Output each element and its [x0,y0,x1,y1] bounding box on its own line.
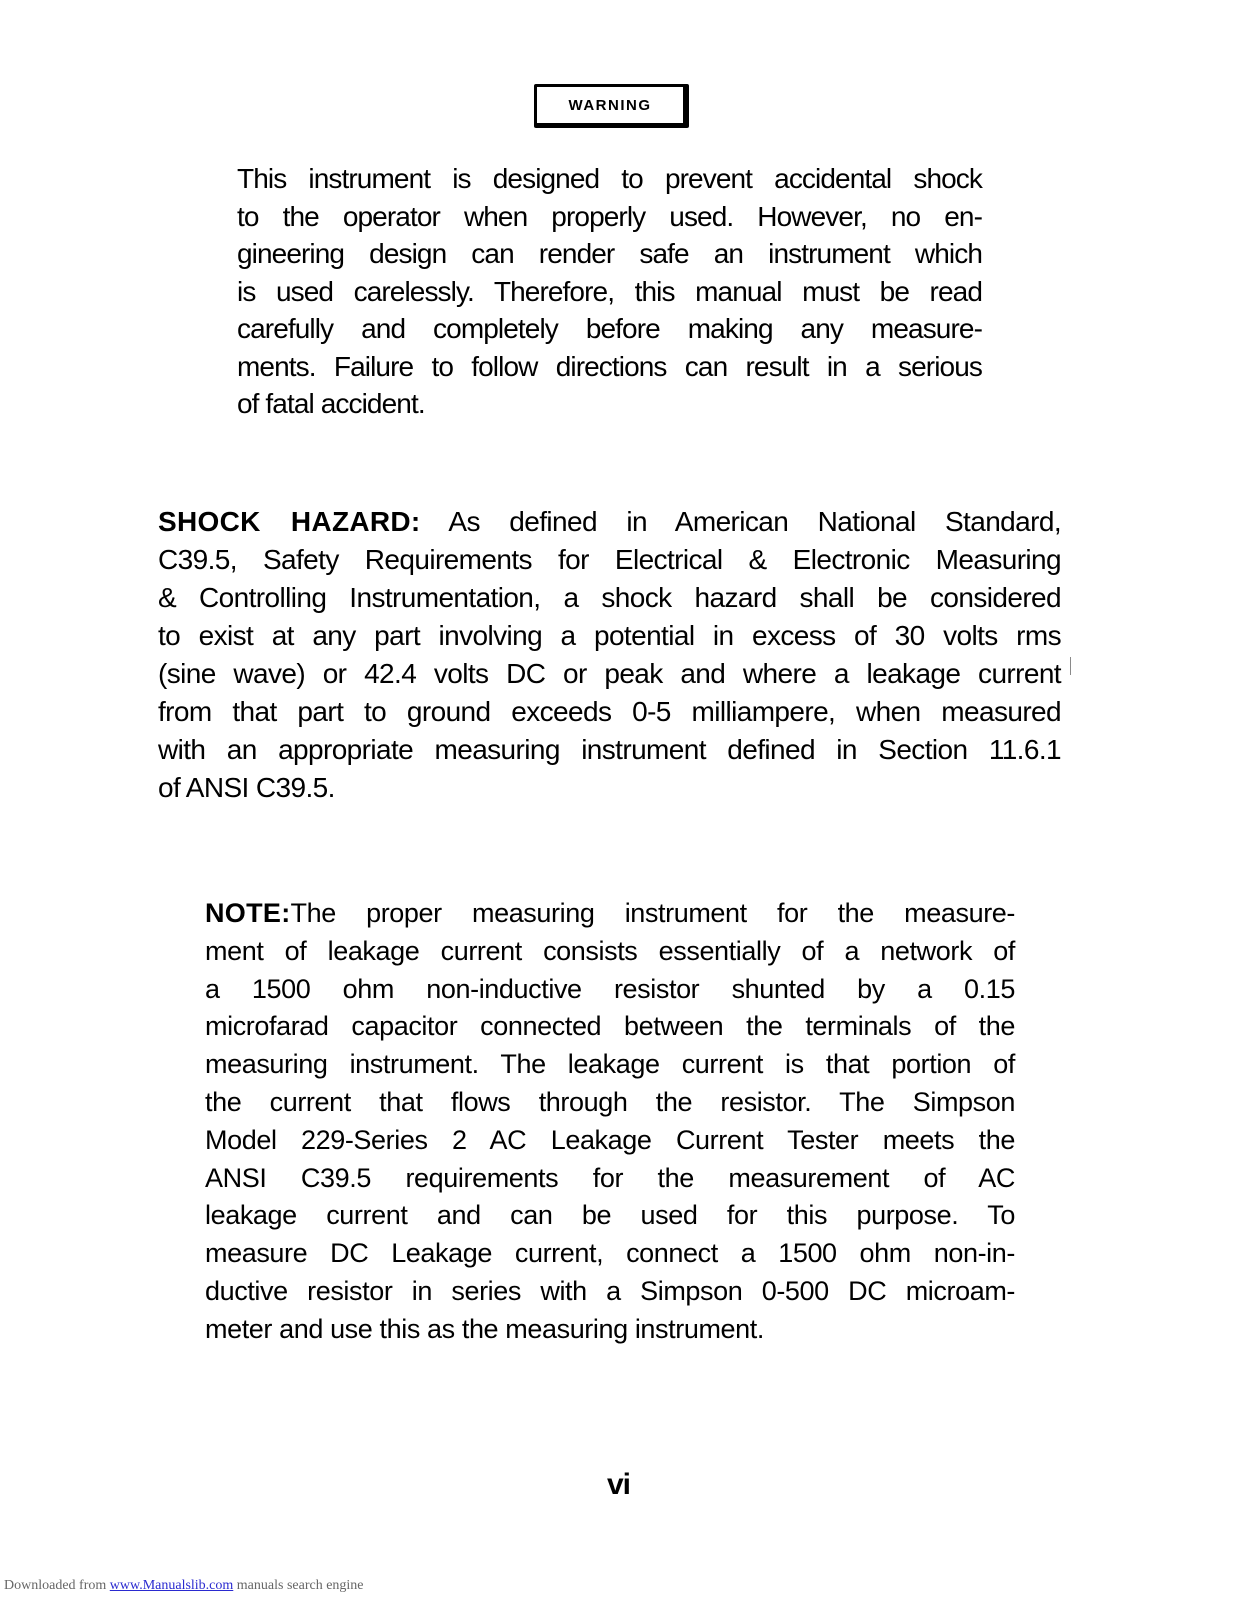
manualslib-link[interactable]: www.Manualslib.com [109,1578,234,1593]
note-line: microfarad capacitor connected between the terminals of the [205,1011,1015,1042]
footer-suffix: manuals search engine [233,1578,364,1593]
warning-line: carefully and completely before making any measure- [237,313,982,344]
note-line: measure DC Leakage current, connect a 1500 ohm non-in- [205,1238,1015,1269]
shock-hazard-line: & Controlling Instrumentation, a shock hazard shall be considered [158,582,1061,613]
warning-line: to the operator when properly used. However, no en- [237,200,982,232]
warning-paragraph [237,160,982,423]
shock-hazard-line: from that part to ground exceeds 0-5 milliampere, when measured [158,696,1061,727]
shock-hazard-first-text: As defined in American National Standard, [448,506,1061,537]
footer-prefix: Downloaded from [4,1578,110,1593]
warning-line: ments. Failure to follow directions can result in a serious [237,350,982,382]
note-line: a 1500 ohm non-inductive resistor shunted by a 0.15 [205,973,1015,1004]
note-line: ANSI C39.5 requirements for the measurement of AC [205,1162,1015,1193]
shock-hazard-first-line [158,503,1061,541]
note-first-text: The proper measuring instrument for the measure- [290,898,1015,928]
note-line: meter and use this as the measuring instrument. [205,1313,764,1344]
note-line: ment of leakage current consists essentially of a network of [205,935,1015,966]
note-line: the current that flows through the resistor. The Simpson [205,1086,1015,1117]
shock-hazard-line: with an appropriate measuring instrument defined in Section 11.6.1 [158,734,1061,765]
shock-hazard-line: (sine wave) or 42.4 volts DC or peak and where a leakage current [158,658,1061,689]
warning-line: of fatal accident. [237,388,425,419]
shock-hazard-line: to exist at any part involving a potential in excess of 30 volts rms [158,620,1061,651]
shock-hazard-heading: SHOCK HAZARD: [158,506,421,537]
warning-label: WARNING [568,96,652,114]
note-first-line [205,895,1015,933]
warning-line: This instrument is designed to prevent accidental shock [237,163,982,194]
note-line: ductive resistor in series with a Simpson 0-500 DC microam- [205,1275,1015,1306]
shock-hazard-paragraph [158,503,1061,807]
shock-hazard-line: C39.5, Safety Requirements for Electrical & Electronic Measuring [158,544,1061,575]
footer [4,1578,364,1594]
note-line: measuring instrument. The leakage current is that portion of [205,1049,1015,1080]
page-number: vi [606,1468,631,1501]
warning-line: gineering design can render safe an instrument which [237,238,982,269]
note-line: leakage current and can be used for this purpose. To [205,1200,1015,1231]
note-heading: NOTE: [205,898,291,928]
note-line: Model 229-Series 2 AC Leakage Current Tester meets the [205,1124,1015,1155]
warning-line: is used carelessly. Therefore, this manual must be read [237,275,982,307]
note-paragraph [205,895,1015,1349]
warning-box [534,84,689,128]
margin-mark [1070,657,1071,675]
shock-hazard-line: of ANSI C39.5. [158,772,335,803]
